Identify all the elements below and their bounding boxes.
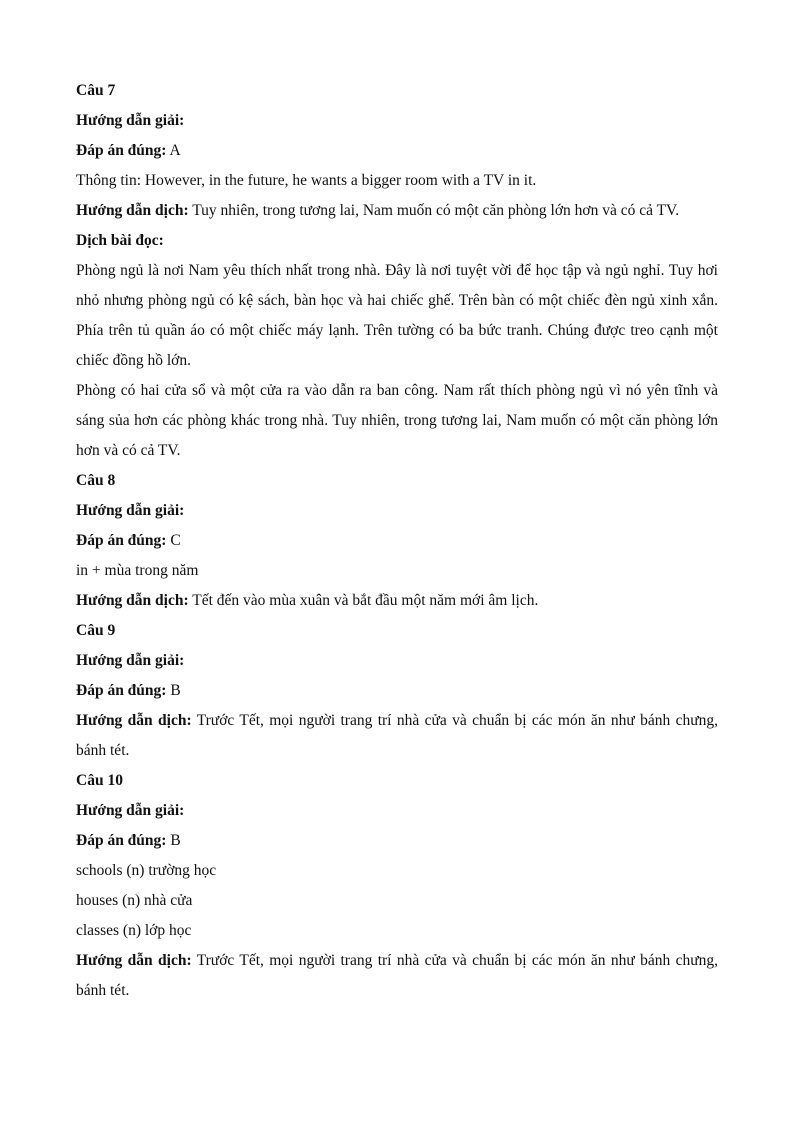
guide-heading: Hướng dẫn giải: <box>76 502 185 519</box>
info-line: Thông tin: However, in the future, he wants a bigger room with a TV in it. <box>76 172 537 189</box>
reading-heading: Dịch bài đọc: <box>76 232 164 249</box>
answer-line <box>76 526 718 556</box>
answer-value: A <box>166 142 181 159</box>
question-title: Câu 7 <box>76 82 116 99</box>
translation-label: Hướng dẫn dịch: <box>76 592 189 609</box>
translation-text: Trước Tết, mọi người trang trí nhà cửa và chuẩn bị các món ăn như bánh chưng, bánh tét. <box>76 712 718 759</box>
vocab-item: houses (n) nhà cửa <box>76 892 193 909</box>
answer-label: Đáp án đúng: <box>76 142 167 159</box>
guide-heading: Hướng dẫn giải: <box>76 802 185 819</box>
answer-label: Đáp án đúng: <box>76 682 167 699</box>
answer-line <box>76 826 718 856</box>
translation-line <box>76 946 718 1006</box>
question-7 <box>76 76 718 466</box>
translation-text: Trước Tết, mọi người trang trí nhà cửa và chuẩn bị các món ăn như bánh chưng, bánh tét. <box>76 952 718 999</box>
translation-label: Hướng dẫn dịch: <box>76 202 189 219</box>
guide-heading: Hướng dẫn giải: <box>76 652 185 669</box>
answer-label: Đáp án đúng: <box>76 832 167 849</box>
translation-text: Tết đến vào mùa xuân và bắt đầu một năm mới âm lịch. <box>188 592 539 609</box>
answer-line <box>76 676 718 706</box>
answer-value: C <box>166 532 181 549</box>
question-9 <box>76 616 718 766</box>
translation-line <box>76 196 718 226</box>
answer-value: B <box>166 682 181 699</box>
reading-paragraph-1: Phòng ngủ là nơi Nam yêu thích nhất trong nhà. Đây là nơi tuyệt vời để học tập và ngủ nghỉ. Tuy hơi nhỏ nhưng phòng ngủ có kệ sách, bàn học và hai chiếc ghế. Trên bàn có một chiếc đèn ngủ xinh xắn. Phía trên tủ quần áo có một chiếc máy lạnh. Trên tường có ba bức tranh. Chúng được treo cạnh một chiếc đồng hồ lớn. <box>76 262 718 369</box>
question-title: Câu 8 <box>76 472 116 489</box>
translation-label: Hướng dẫn dịch: <box>76 952 192 969</box>
answer-value: B <box>166 832 181 849</box>
translation-line <box>76 706 718 766</box>
question-title: Câu 9 <box>76 622 116 639</box>
answer-label: Đáp án đúng: <box>76 532 167 549</box>
note-line: in + mùa trong năm <box>76 562 199 579</box>
reading-paragraph-2: Phòng có hai cửa sổ và một cửa ra vào dẫn ra ban công. Nam rất thích phòng ngủ vì nó yên tĩnh và sáng sủa hơn các phòng khác trong nhà. Tuy nhiên, trong tương lai, Nam muốn có một căn phòng lớn hơn và có cả TV. <box>76 382 718 459</box>
vocab-item: classes (n) lớp học <box>76 922 192 939</box>
translation-line <box>76 586 718 616</box>
translation-text: Tuy nhiên, trong tương lai, Nam muốn có một căn phòng lớn hơn và có cả TV. <box>188 202 680 219</box>
question-10 <box>76 766 718 1006</box>
guide-heading: Hướng dẫn giải: <box>76 112 185 129</box>
answer-line <box>76 136 718 166</box>
question-title: Câu 10 <box>76 772 123 789</box>
translation-label: Hướng dẫn dịch: <box>76 712 192 729</box>
vocab-item: schools (n) trường học <box>76 862 217 879</box>
question-8 <box>76 466 718 616</box>
